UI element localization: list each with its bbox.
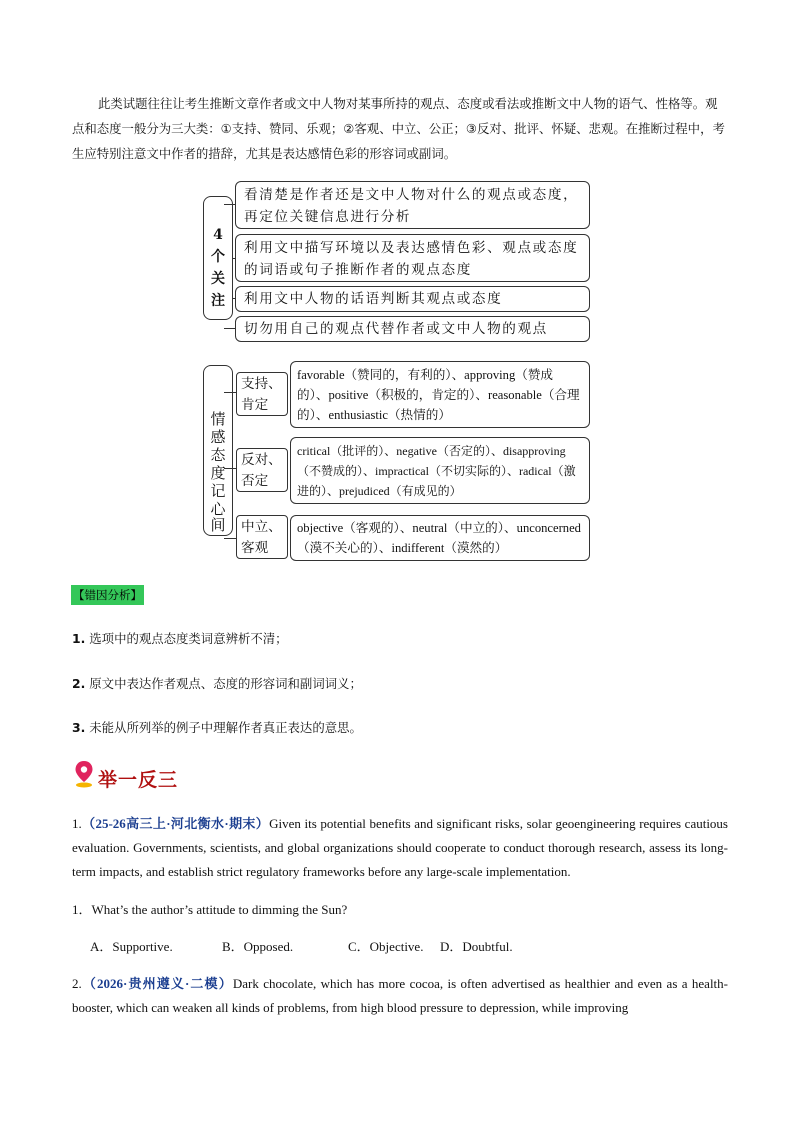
emotion-label-char: 间 (210, 516, 226, 534)
intro-paragraph (72, 91, 727, 166)
focus-label-char: 4 (213, 227, 223, 243)
question-2-passage (72, 972, 728, 1020)
focus-item: 看清楚是作者还是文中人物对什么的观点或态度，再定位关键信息进行分析 (235, 181, 590, 229)
focus-label-char: 个 (211, 249, 225, 265)
emotion-label-char: 情 (210, 410, 226, 428)
focus-item: 利用文中人物的话语判断其观点或态度 (235, 286, 590, 312)
passage-text: Given its potential benefits and significant risks, solar geoengineering requires cautious evaluation. Governments, scientists, and global organizations should cooperate to conduct thorough research, assess its long-term impacts, and establish strict regulatory frameworks before any large-scale implementation. (72, 816, 728, 879)
category-support: 支持、肯定 (236, 372, 288, 416)
question-source: （2026·贵州遵义·二模） (81, 976, 233, 991)
focus-item: 利用文中描写环境以及表达感情色彩、观点或态度的词语或句子推断作者的观点态度 (235, 234, 590, 282)
passage-text: Dark chocolate, which has more cocoa, is often advertised as healthier and even as a health-booster, which can weaken all kinds of problems, from high blood pressure to depression, while improving (72, 976, 729, 1015)
connector (224, 468, 236, 469)
option-c: C．Objective. (348, 939, 424, 954)
error-item (72, 675, 362, 693)
category-oppose: 反对、否定 (236, 448, 288, 492)
focus-label-char: 注 (211, 293, 225, 309)
location-pin-icon (74, 760, 94, 788)
focus-label-box (203, 196, 233, 320)
question-1-stem: 1．What’s the author’s attitude to dimming the Sun? (72, 902, 348, 917)
words-oppose: critical（批评的）、negative（否定的）、disapproving（不赞成的）、impractical（不切实际的）、radical（激进的）、prejudiced（有成见的） (290, 437, 590, 504)
emotion-label-char: 感 (210, 428, 226, 446)
focus-item: 切勿用自己的观点代替作者或文中人物的观点 (235, 316, 590, 342)
question-1-options (90, 935, 590, 959)
focus-label-char: 关 (211, 271, 225, 287)
error-item-number: 1. (72, 631, 86, 646)
question-1-passage (72, 812, 728, 884)
emotion-label-box (203, 365, 233, 536)
error-item-text: 原文中表达作者观点、态度的形容词和副词词义； (89, 676, 362, 691)
connector (224, 538, 236, 539)
error-analysis-badge: 【错因分析】 (71, 585, 144, 605)
question-number: 1. (72, 816, 82, 831)
error-item (72, 719, 362, 737)
error-item-text: 未能从所列举的例子中理解作者真正表达的意思。 (89, 720, 362, 735)
option-b: B．Opposed. (222, 939, 294, 954)
intro-text: 此类试题往往让考生推断文章作者或文中人物对某事所持的观点、态度或看法或推断文中人物的语气、性格等。观点和态度一般分为三大类：①支持、赞同、乐观；②客观、中立、公正；③反对、批评、怀疑、悲观。在推断过程中，考生应特别注意文中作者的措辞，尤其是表达感情色彩的形容词或副词。 (72, 96, 725, 161)
words-support: favorable（赞同的，有利的）、approving（赞成的）、positive（积极的，肯定的）、reasonable（合理的）、enthusiastic（热情的） (290, 361, 590, 428)
option-a: A．Supportive. (90, 939, 173, 954)
words-neutral: objective（客观的）、neutral（中立的）、unconcerned（漠不关心的）、indifferent（漠然的） (290, 515, 590, 561)
question-number: 2. (72, 976, 82, 991)
emotion-label-char: 记 (210, 482, 226, 500)
connector (224, 392, 236, 393)
error-item-number: 2. (72, 676, 86, 691)
emotion-label-char: 心 (210, 500, 226, 518)
option-d: D．Doubtful. (440, 939, 513, 954)
section-heading: 举一反三 (98, 769, 179, 791)
question-source: （25-26高三上·河北衡水·期末） (81, 816, 270, 831)
emotion-label-char: 态 (210, 446, 226, 464)
emotion-label-char: 度 (210, 464, 226, 482)
error-item-number: 3. (72, 720, 86, 735)
error-item-text: 选项中的观点态度类词意辨析不清； (89, 631, 288, 646)
error-item (72, 630, 288, 648)
category-neutral: 中立、客观 (236, 515, 288, 559)
